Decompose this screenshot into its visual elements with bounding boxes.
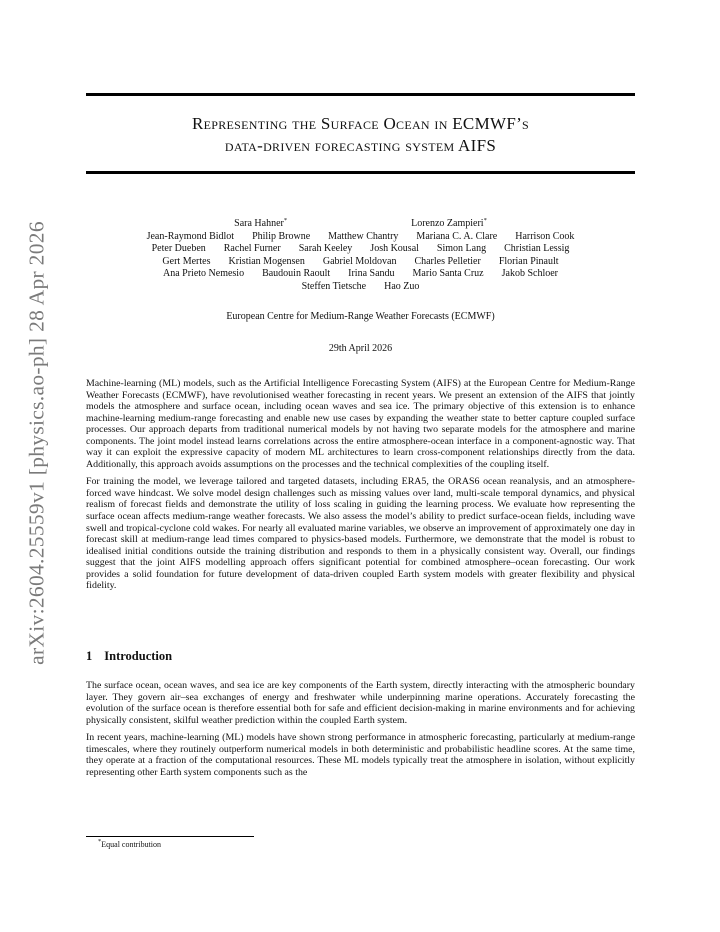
author: Irina Sandu xyxy=(348,268,395,280)
author-equal-contrib: Lorenzo Zampieri* xyxy=(411,217,487,229)
author: Baudouin Raoult xyxy=(262,268,331,280)
author-row-1 xyxy=(86,218,635,231)
author-row-5 xyxy=(86,268,635,281)
author: Gabriel Moldovan xyxy=(322,255,397,267)
author-row-2 xyxy=(86,231,635,244)
author: Kristian Mogensen xyxy=(228,255,305,267)
author-row-3 xyxy=(86,243,635,256)
title-line-2: data-driven forecasting system AIFS xyxy=(224,136,497,155)
abstract xyxy=(86,378,635,598)
section-heading xyxy=(86,649,172,664)
footnote-rule xyxy=(86,836,254,837)
arxiv-sidebar-stamp: arXiv:2604.25559v1 [physics.ao-ph] 28 Apr 2026 xyxy=(24,221,49,665)
introduction-text xyxy=(86,680,635,784)
author: Peter Dueben xyxy=(151,243,206,255)
author-row-6 xyxy=(86,281,635,294)
affiliation: European Centre for Medium-Range Weather Forecasts (ECMWF) xyxy=(226,311,495,322)
author: Mario Santa Cruz xyxy=(412,268,484,280)
author: Mariana C. A. Clare xyxy=(416,230,498,242)
section-title: Introduction xyxy=(104,649,173,663)
footnote-text: Equal contribution xyxy=(101,840,162,849)
abstract-paragraph: Machine-learning (ML) models, such as the Artificial Intelligence Forecasting System (AIFS) at the European Centre for Medium-Range Weather Forecasts (ECMWF), have revolutionised weather forecasting in recent years. We present an extension of the AIFS that jointly models the atmosphere and surface ocean, including ocean waves and sea ice. The primary objective of this extension is to enhance machine-learning medium-range forecasting and enable new use cases by expanding the weather state to better capture coupled surface processes. Our approach departs from traditional numerical models by not having two separate models for the atmosphere and marine components. The joint model instead learns correlations across the entire atmosphere-ocean interface in a component-agnostic way. That way it can exploit the expressive capacity of modern ML architectures to learn cross-component relationships directly from the data. Additionally, this approach avoids assumptions on the processes and the technical complexities of the coupling itself. xyxy=(86,378,635,470)
author-equal-contrib: Sara Hahner* xyxy=(234,217,288,229)
author: Gert Mertes xyxy=(162,255,211,267)
author: Charles Pelletier xyxy=(414,255,481,267)
author: Sarah Keeley xyxy=(298,243,353,255)
author: Ana Prieto Nemesio xyxy=(162,268,245,280)
author: Philip Browne xyxy=(252,230,311,242)
author: Jakob Schloer xyxy=(501,268,559,280)
author: Harrison Cook xyxy=(515,230,575,242)
intro-paragraph: In recent years, machine-learning (ML) models have shown strong performance in atmospheric forecasting, particularly at medium-range timescales, where they routinely outperform numerical models in both deterministic and probabilistic headline scores. At the same time, they operate at a fraction of the computational resources. These ML models typically treat the atmosphere in isolation, without explicitly representing other Earth system components such as the xyxy=(86,732,635,778)
author: Steffen Tietsche xyxy=(301,280,367,292)
title-line-1: Representing the Surface Ocean in ECMWF’s xyxy=(191,114,530,133)
footnote: *Equal contribution xyxy=(98,838,162,849)
author: Hao Zuo xyxy=(384,280,420,292)
intro-paragraph: The surface ocean, ocean waves, and sea ice are key components of the Earth system, directly interacting with the atmospheric boundary layer. They govern air–sea exchanges of energy and freshwater while underpinning marine operations. Accurately forecasting the evolution of the surface ocean is therefore essential both for safe and efficient decision-making in marine environments and for achieving physically consistent, skilful weather prediction within the coupled Earth system. xyxy=(86,680,635,726)
author-row-4 xyxy=(86,256,635,269)
author: Christian Lessig xyxy=(504,243,570,255)
author: Rachel Furner xyxy=(223,243,281,255)
author-list xyxy=(86,218,635,294)
author: Simon Lang xyxy=(436,243,487,255)
author: Jean-Raymond Bidlot xyxy=(146,230,235,242)
title-rule-bottom xyxy=(86,171,635,174)
abstract-paragraph: For training the model, we leverage tailored and targeted datasets, including ERA5, the ORAS6 ocean reanalysis, and an atmosphere-forced wave hindcast. We solve model design challenges such as missing values over land, multi-scale temporal dynamics, and physical realism of forecast fields and demonstrate the utility of loss scaling in guiding the learning process. We evaluate how representing the surface ocean affects medium-range weather forecasts. We also assess the model’s ability to predict surface-ocean fields, including wave swell and tropical-cyclone cold wakes. For nearly all evaluated marine variables, we observe an improvement of approximately one day in forecast skill at medium-range lead times compared to physics-based models. Furthermore, we demonstrate that the model is robust to idealised initial conditions outside the training distribution and responds to them in a physically consistent way. Overall, our findings suggest that the joint AIFS modelling approach offers significant potential for combined atmosphere–ocean forecasting. Our work provides a solid foundation for future development of data-driven coupled Earth system models with greater flexibility and physical fidelity. xyxy=(86,476,635,592)
author: Florian Pinault xyxy=(498,255,559,267)
publication-date: 29th April 2026 xyxy=(328,343,393,354)
paper-title xyxy=(86,113,635,157)
section-number: 1 xyxy=(86,649,93,663)
author: Matthew Chantry xyxy=(328,230,399,242)
author: Josh Kousal xyxy=(370,243,419,255)
title-rule-top xyxy=(86,93,635,96)
